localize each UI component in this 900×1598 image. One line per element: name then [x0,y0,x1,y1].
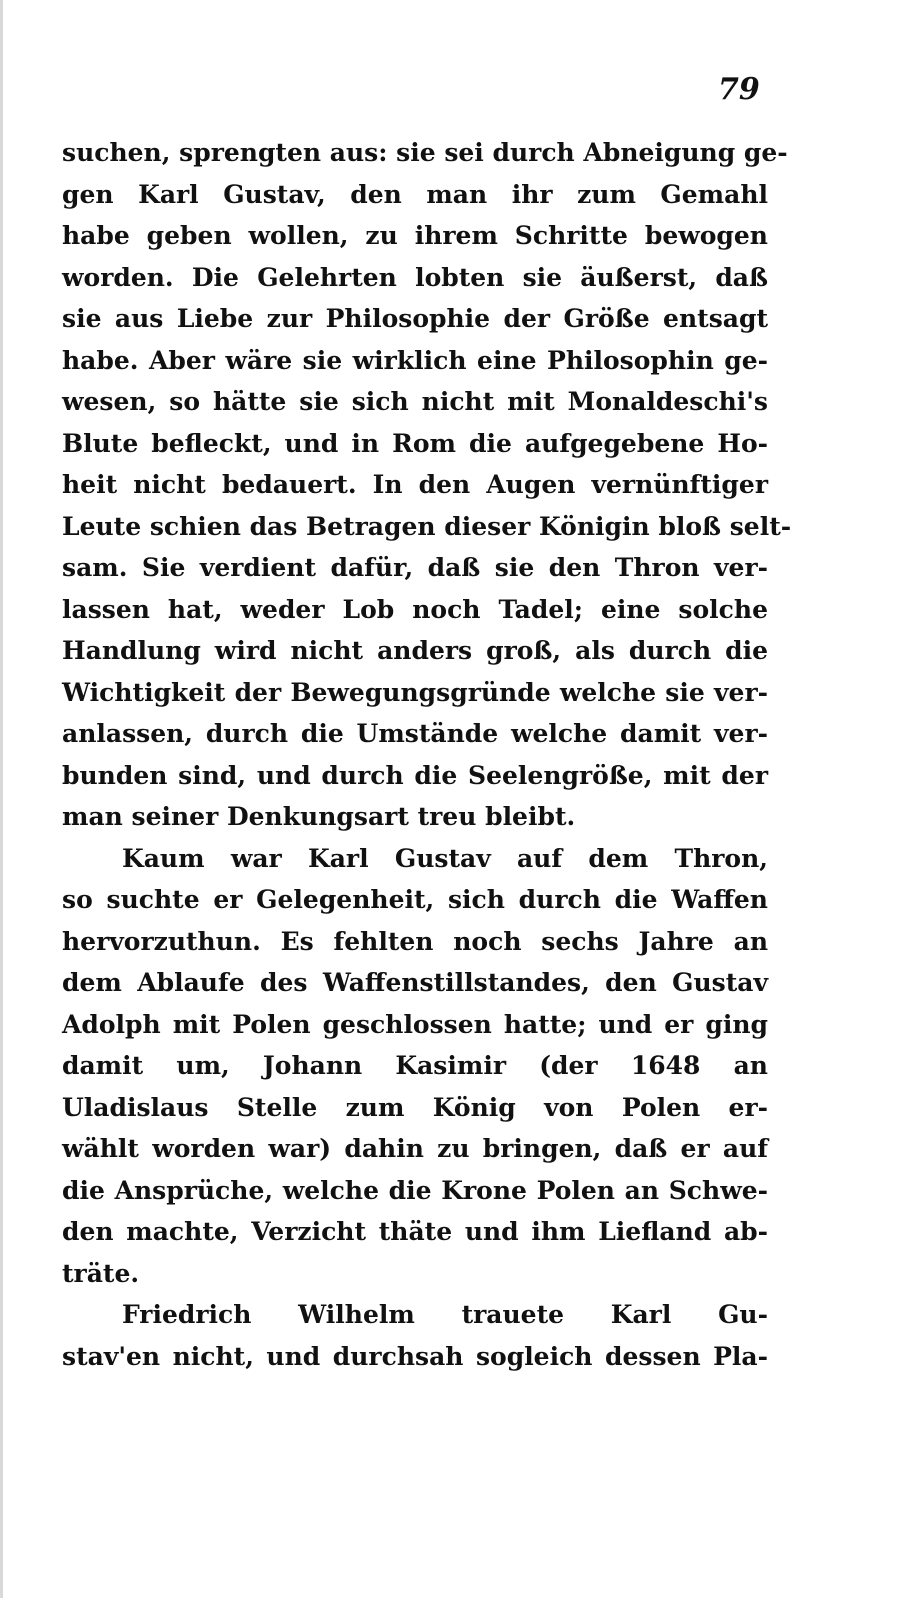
text-line: worden. Die Gelehrten lobten sie äußerst, daß [62,262,768,292]
text-line: die Ansprüche, welche die Krone Polen an Schwe- [62,1175,768,1205]
text-line: man seiner Denkungsart treu bleibt. [62,802,576,831]
page-number: 79 [718,72,760,107]
text-line: bunden sind, und durch die Seelengröße, mit der [62,760,768,790]
text-line: Wichtigkeit der Bewegungsgründe welche sie ver- [62,677,768,707]
text-line: habe. Aber wäre sie wirklich eine Philosophin ge- [62,345,768,375]
text-line: lassen hat, weder Lob noch Tadel; eine solche [62,594,768,624]
text-line: anlassen, durch die Umstände welche damit ver- [62,719,768,748]
text-line: sam. Sie verdient dafür, daß sie den Thron ver- [62,553,768,582]
text-line: suchen, sprengten aus: sie sei durch Abneigung ge- [62,138,788,167]
text-line: Kaum war Karl Gustav auf dem Thron, [122,843,768,873]
text-line: habe geben wollen, zu ihrem Schritte bewogen [62,221,768,250]
text-line: damit um, Johann Kasimir (der 1648 an [62,1051,768,1080]
text-line: träte. [62,1258,140,1288]
text-line: Adolph mit Polen geschlossen hatte; und er ging [62,1009,768,1039]
text-line: so suchte er Gelegenheit, sich durch die Waffen [62,885,768,914]
text-line: stav'en nicht, und durchsah sogleich dessen Pla- [62,1341,768,1371]
text-line: Blute befleckt, und in Rom die aufgegebene Ho- [62,428,768,458]
text-line: Leute schien das Betragen dieser Königin bloß selt- [62,511,792,541]
page-edge [0,0,3,1598]
text-line: heit nicht bedauert. In den Augen vernünftiger [62,470,768,499]
text-line: wesen, so hätte sie sich nicht mit Monaldeschi's [62,387,768,416]
text-line: den machte, Verzicht thäte und ihm Liefland ab- [62,1217,768,1246]
text-line: gen Karl Gustav, den man ihr zum Gemahl [62,179,768,209]
text-line: hervorzuthun. Es fehlten noch sechs Jahre an [62,926,768,956]
body-text [62,132,792,1377]
text-line: Friedrich Wilhelm trauete Karl Gu- [122,1300,768,1329]
text-line: dem Ablaufe des Waffenstillstandes, den Gustav [62,968,768,997]
text-line: wählt worden war) dahin zu bringen, daß er auf [62,1134,768,1163]
text-line: sie aus Liebe zur Philosophie der Größe entsagt [62,304,768,333]
text-line: Uladislaus Stelle zum König von Polen er- [62,1092,768,1122]
text-line: Handlung wird nicht anders groß, als durch die [62,636,768,665]
